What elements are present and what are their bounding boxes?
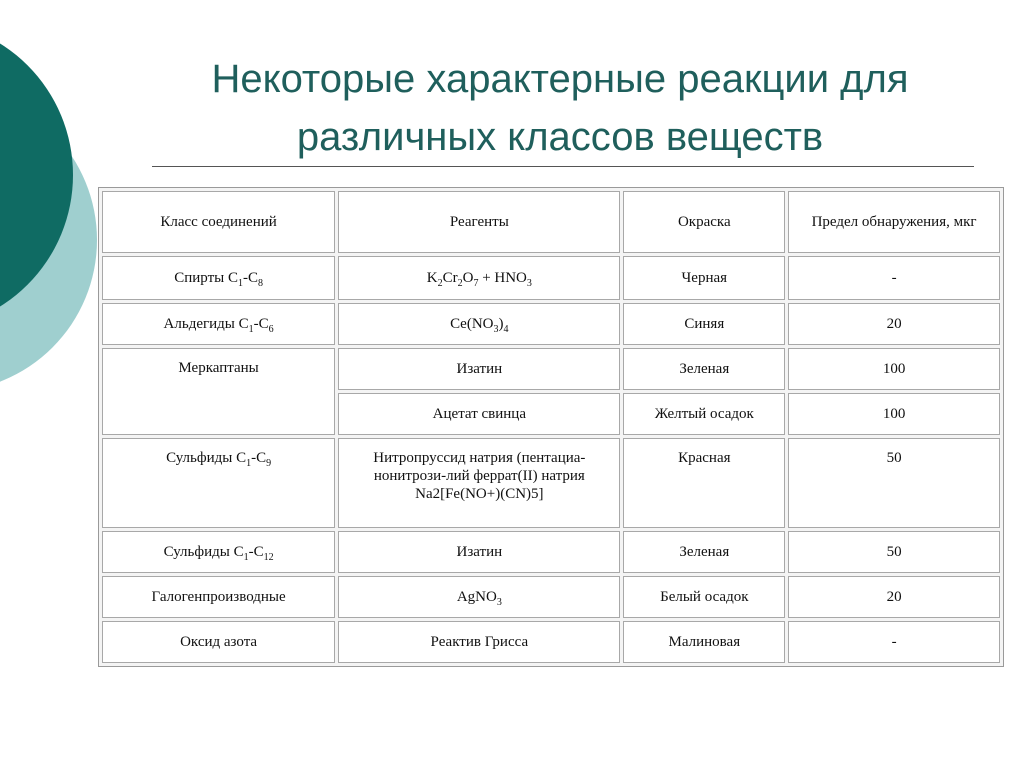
class-text: -C [253,316,269,332]
subscript: 12 [263,552,274,563]
dark-teal-circle [0,20,73,330]
table-header-row [102,191,1000,253]
subscript: 1 [243,552,249,563]
title-line-1: Некоторые характерные реакции для [211,57,909,101]
cell-reagent [338,576,620,618]
cell-limit: - [788,256,1000,300]
subscript: 3 [493,324,499,335]
cell-limit: 20 [788,576,1000,618]
cell-class [102,303,335,345]
cell-limit: - [788,621,1000,663]
cell-reagent [338,256,620,300]
class-text: Спирты C [174,270,238,286]
header-limit: Предел обнаружения, мкг [788,191,1000,253]
table-row [102,438,1000,528]
cell-reagent: Ацетат свинца [338,393,620,435]
subscript: 1 [248,324,254,335]
subscript: 3 [526,278,532,289]
formula-text: O [462,270,474,286]
reagent-line: Na2[Fe(NO+)(CN)5] [415,486,544,502]
table-row [102,531,1000,573]
cell-reagent [338,303,620,345]
subscript: 6 [268,324,274,335]
cell-limit: 20 [788,303,1000,345]
formula-text: K [426,270,438,286]
cell-class [102,256,335,300]
cell-class: Меркаптаны [102,348,335,435]
table-row [102,621,1000,663]
table-row [102,256,1000,300]
cell-limit: 100 [788,348,1000,390]
table-row [102,576,1000,618]
subscript: 4 [503,324,509,335]
cell-limit: 100 [788,393,1000,435]
cell-limit: 50 [788,438,1000,528]
class-text: Сульфиды C [166,450,247,466]
subscript: 7 [473,278,479,289]
cell-class [102,531,335,573]
cell-reagent: Изатин [338,348,620,390]
reactions-table [98,187,1004,667]
subscript: 1 [237,278,243,289]
subscript: 3 [496,597,502,608]
cell-class [102,438,335,528]
cell-color: Синяя [623,303,785,345]
cell-color: Малиновая [623,621,785,663]
cell-class: Оксид азота [102,621,335,663]
cell-class: Галогенпроизводные [102,576,335,618]
header-reagents: Реагенты [338,191,620,253]
table-row [102,303,1000,345]
header-class: Класс соединений [102,191,335,253]
header-color: Окраска [623,191,785,253]
table-row [102,348,1000,390]
reagent-line: Нитропруссид натрия (пентациа- [373,450,586,466]
subscript: 1 [246,458,252,469]
formula-text: Cr [442,270,458,286]
subscript: 8 [257,278,263,289]
subscript: 9 [266,458,272,469]
cell-reagent: Изатин [338,531,620,573]
class-text: Сульфиды C [163,544,244,560]
title-line-2: различных классов веществ [296,115,824,159]
cell-color: Черная [623,256,785,300]
class-text: -C [248,544,264,560]
page-title [130,50,990,166]
formula-text: + HNO [478,270,527,286]
subscript: 2 [457,278,463,289]
title-divider [152,166,974,167]
cell-color: Красная [623,438,785,528]
formula-text: Ce(NO [450,316,494,332]
cell-color: Зеленая [623,531,785,573]
class-text: -C [251,450,267,466]
cell-reagent [338,438,620,528]
light-teal-circle [0,88,97,392]
formula-text: ) [498,316,504,332]
class-text: Альдегиды C [163,316,249,332]
subscript: 2 [437,278,443,289]
class-text: -C [242,270,258,286]
cell-color: Желтый осадок [623,393,785,435]
reagent-line: нонитрози-лий феррат(II) натрия [373,468,585,484]
cell-color: Белый осадок [623,576,785,618]
cell-color: Зеленая [623,348,785,390]
formula-text: AgNO [456,589,497,605]
cell-limit: 50 [788,531,1000,573]
cell-reagent: Реактив Грисса [338,621,620,663]
